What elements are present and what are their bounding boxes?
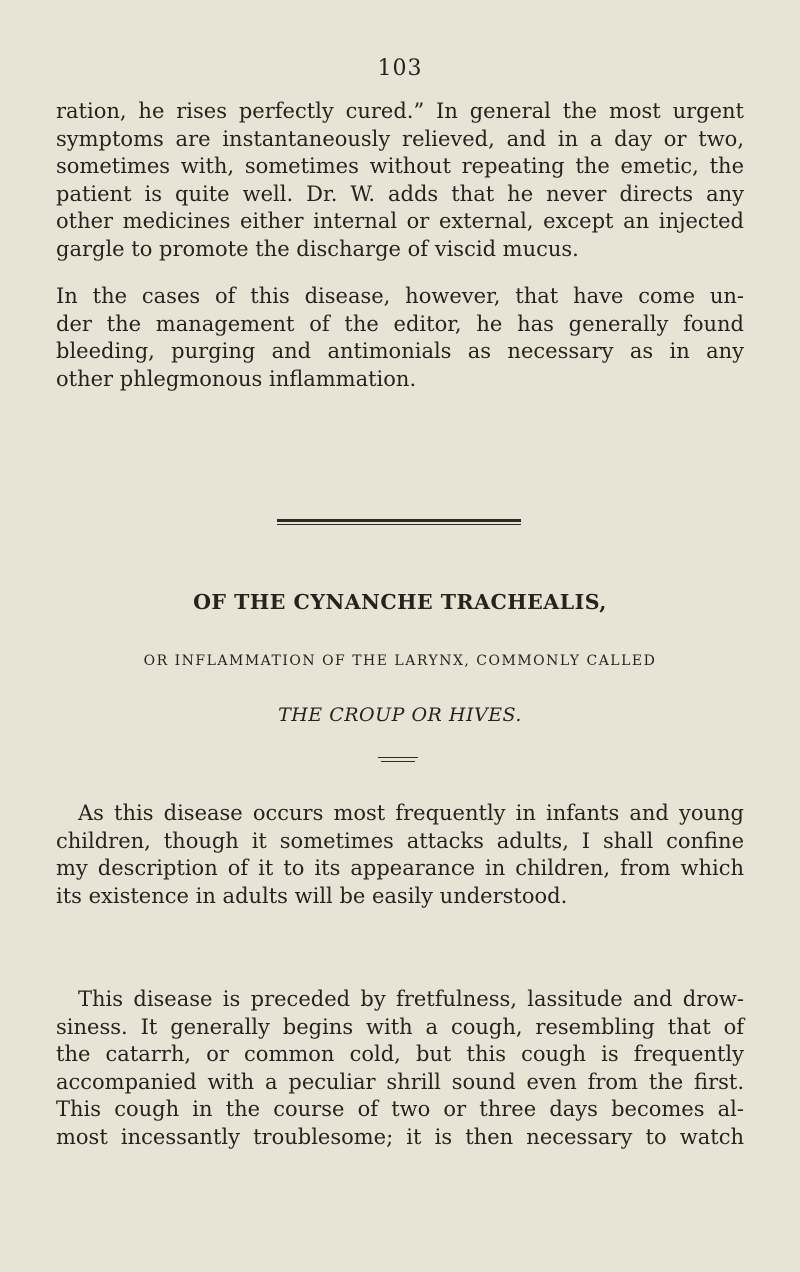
text-line: the catarrh, or common cold, but this cough is frequently (56, 1042, 744, 1066)
ornament-rule (378, 757, 418, 758)
text-line: symptoms are instantaneously relieved, and in a day or two, (56, 126, 744, 151)
text-line: In the cases of this disease, however, that have come un- (56, 284, 744, 308)
paragraph-editor-note (56, 283, 744, 393)
text-line: siness. It generally begins with a cough, resembling that of (56, 1014, 744, 1039)
ornament-rule (381, 761, 415, 762)
section-italic-title: THE CROUP OR HIVES. (278, 704, 522, 726)
text-line: patient is quite well. Dr. W. adds that he never directs any (56, 181, 744, 206)
text-line: other phlegmonous inflammation. (56, 366, 417, 391)
page-number: 103 (377, 56, 423, 81)
section-title: OF THE CYNANCHE TRACHEALIS, (193, 590, 607, 614)
paragraph-intro (56, 800, 744, 910)
text-line: gargle to promote the discharge of viscid mucus. (56, 236, 579, 261)
text-line: most incessantly troublesome; it is then necessary to watch (56, 1124, 744, 1149)
text-line: This disease is preceded by fretfulness, lassitude and drow- (78, 987, 744, 1011)
section-subtitle: OR INFLAMMATION OF THE LARYNX, COMMONLY CALLED (143, 653, 657, 669)
text-line: As this disease occurs most frequently in infants and young (78, 801, 744, 825)
text-line: sometimes with, sometimes without repeating the emetic, the (56, 154, 744, 178)
text-line: ration, he rises perfectly cured.” In general the most urgent (56, 99, 744, 123)
text-line: its existence in adults will be easily understood. (56, 883, 568, 908)
text-line: der the management of the editor, he has generally found (56, 311, 744, 336)
paragraph-continued (56, 98, 744, 263)
text-line: bleeding, purging and antimonials as necessary as in any (56, 339, 744, 363)
text-line: This cough in the course of two or three days becomes al- (56, 1097, 744, 1121)
paragraph-symptoms (56, 986, 744, 1151)
section-divider (277, 519, 521, 522)
text-line: other medicines either internal or external, except an injected (56, 209, 744, 233)
text-line: children, though it sometimes attacks adults, I shall confine (56, 828, 744, 853)
text-line: my description of it to its appearance in children, from which (56, 856, 744, 880)
text-line: accompanied with a peculiar shrill sound even from the first. (56, 1069, 744, 1094)
